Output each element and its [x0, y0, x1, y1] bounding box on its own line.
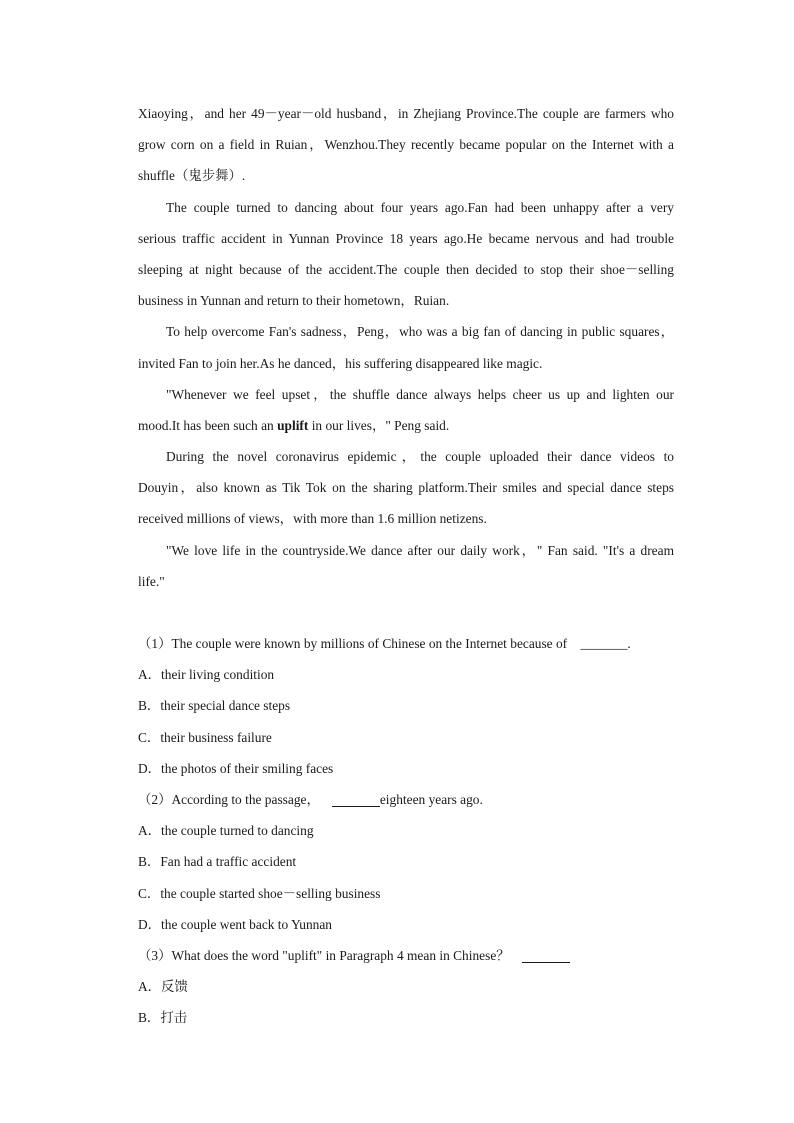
- passage-line: grow corn on a field in Ruian，Wenzhou.They recently became popular on the Internet with a: [138, 137, 674, 153]
- option-item: A．their living condition: [138, 667, 275, 683]
- passage-line: shuffle（鬼步舞）.: [138, 168, 246, 184]
- option-item: C．their business failure: [138, 729, 272, 745]
- question-stem: [138, 940, 674, 971]
- passage-line: invited Fan to join her.As he danced，his suffering disappeared like magic.: [138, 355, 543, 371]
- passage-line: [138, 410, 674, 441]
- option-item: A．反馈: [138, 979, 188, 995]
- option-item: D．the photos of their smiling faces: [138, 760, 334, 776]
- passage-line: To help overcome Fan's sadness，Peng，who was a big fan of dancing in public squares，: [166, 324, 674, 340]
- answer-blank: _______.: [580, 636, 631, 651]
- question-text: （1）The couple were known by millions of Chinese on the Internet because of: [138, 636, 568, 651]
- spacer: [138, 597, 674, 628]
- question-text: eighteen years ago.: [379, 791, 483, 807]
- question-stem: [138, 784, 674, 815]
- question-stem: [138, 628, 674, 659]
- passage-line: The couple turned to dancing about four years ago.Fan had been unhappy after a very: [166, 199, 674, 215]
- option-item: C．the couple started shoe－selling business: [138, 885, 381, 901]
- passage-line: "Whenever we feel upset，the shuffle dance always helps cheer us up and lighten our: [166, 386, 674, 402]
- document-page: [138, 98, 674, 1033]
- option-item: D．the couple went back to Yunnan: [138, 916, 332, 932]
- question-text: （2）According to the passage，: [138, 791, 320, 807]
- passage-line: business in Yunnan and return to their hometown，Ruian.: [138, 293, 450, 309]
- passage-line: Douyin，also known as Tik Tok on the sharing platform.Their smiles and special dance steps: [138, 480, 674, 496]
- passage-line: "We love life in the countryside.We dance after our daily work，" Fan said. "It's a dream: [166, 542, 674, 558]
- answer-blank: [522, 948, 570, 963]
- question-text: （3）What does the word "uplift" in Paragraph 4 mean in Chinese？: [138, 947, 510, 963]
- option-item: B．Fan had a traffic accident: [138, 854, 297, 870]
- passage-line: received millions of views，with more than 1.6 million netizens.: [138, 511, 487, 527]
- option-item: B．their special dance steps: [138, 698, 291, 714]
- option-item: A．the couple turned to dancing: [138, 823, 314, 839]
- passage-text: mood.It has been such an: [138, 417, 278, 433]
- option-item: B．打击: [138, 1010, 188, 1026]
- passage-line: serious traffic accident in Yunnan Province 18 years ago.He became nervous and had trouble: [138, 230, 674, 246]
- bold-word-uplift: uplift: [277, 417, 309, 433]
- passage-line: sleeping at night because of the accident.The couple then decided to stop their shoe－selling: [138, 261, 674, 277]
- passage-line: Xiaoying，and her 49－year－old husband，in Zhejiang Province.The couple are farmers who: [138, 106, 674, 121]
- passage-line: life.": [138, 573, 165, 589]
- answer-blank: [332, 792, 380, 807]
- passage-line: During the novel coronavirus epidemic，the couple uploaded their dance videos to: [166, 449, 674, 465]
- passage-text: in our lives，" Peng said.: [308, 417, 450, 433]
